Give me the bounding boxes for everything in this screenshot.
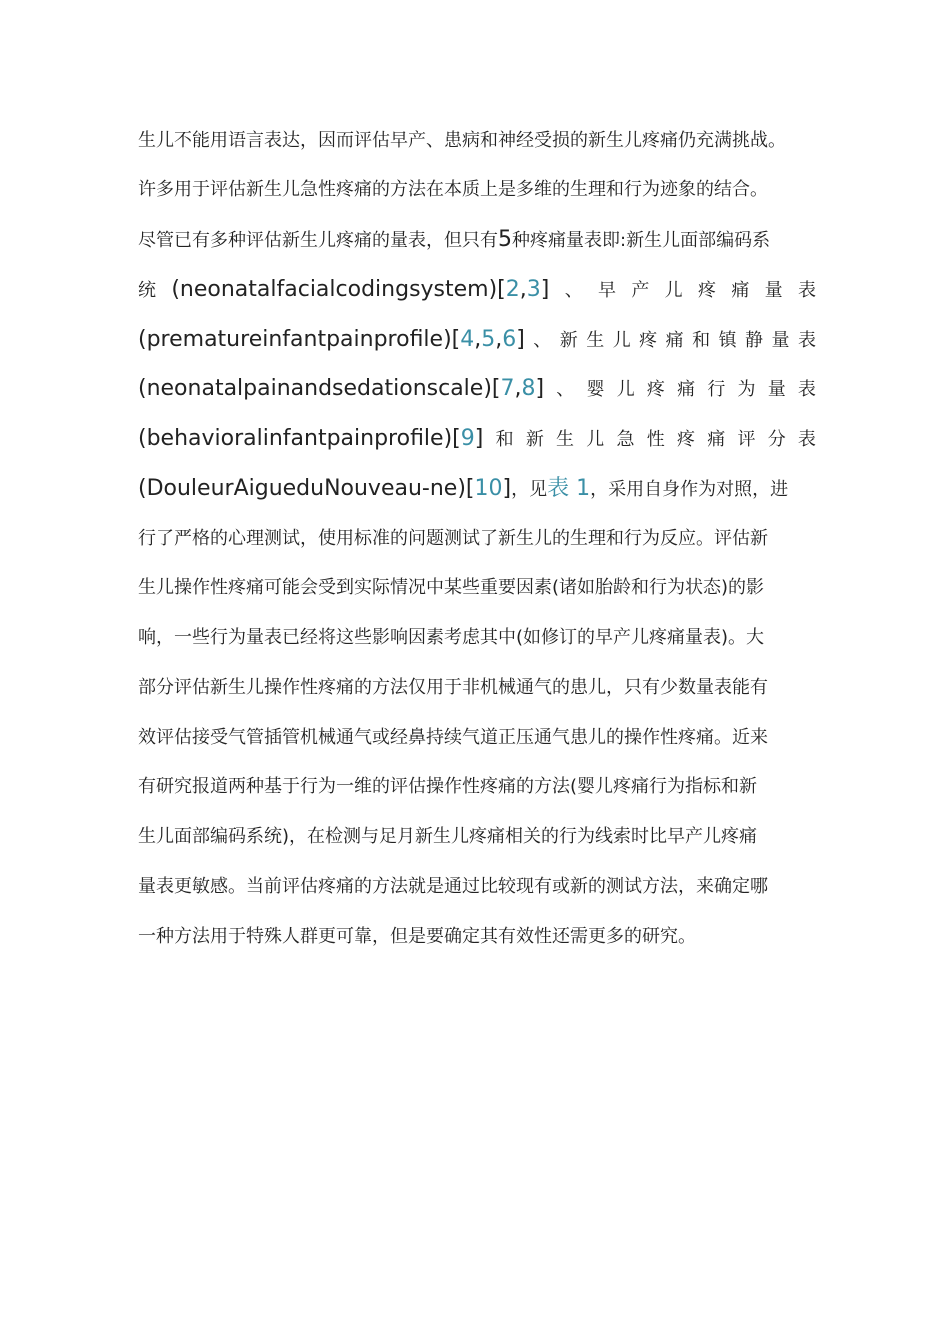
char: 疼	[646, 379, 665, 400]
text-line-17	[138, 917, 816, 957]
citation-link[interactable]: 10	[474, 476, 503, 501]
char: 儿	[664, 280, 683, 301]
char: 早	[598, 280, 617, 301]
char: 、	[564, 280, 583, 301]
char: 急	[616, 429, 635, 450]
char: 生	[586, 330, 605, 351]
text-line-12	[138, 668, 816, 708]
char: 量	[764, 280, 783, 301]
text-line-15	[138, 817, 816, 857]
char: 儿	[616, 379, 635, 400]
char: 评	[737, 429, 756, 450]
char: 儿	[612, 330, 631, 351]
text-line-10	[138, 568, 816, 608]
text-line-13	[138, 718, 816, 758]
char: 镇	[718, 330, 737, 351]
line-text: 生儿不能用语言表达，因而评估早产、患病和神经受损的新生儿疼痛仍充满挑战。	[138, 130, 786, 151]
line-text: 生儿操作性疼痛可能会受到实际情况中某些重要因素(诸如胎龄和行为状态)的影	[138, 577, 765, 598]
char: 婴	[586, 379, 605, 400]
char: 新	[525, 429, 544, 450]
citation-link[interactable]: 9	[460, 426, 475, 451]
char: 量	[767, 379, 786, 400]
char: 性	[646, 429, 665, 450]
line-text: 许多用于评估新生儿急性疼痛的方法在本质上是多维的生理和行为迹象的结合。	[138, 179, 768, 200]
citation-link[interactable]: 3	[526, 277, 541, 302]
citation-link[interactable]: 4	[460, 327, 475, 352]
text-line-16	[138, 867, 816, 907]
char: 为	[737, 379, 756, 400]
char: 分	[767, 429, 786, 450]
text-line-2	[138, 170, 816, 210]
char: 、	[556, 379, 575, 400]
text-line-3	[138, 220, 816, 260]
char: 疼	[639, 330, 658, 351]
text-line-9	[138, 519, 816, 559]
char: 痛	[731, 280, 750, 301]
line-text: 生儿面部编码系统)，在检测与足月新生儿疼痛相关的行为线索时比早产儿疼痛	[138, 826, 758, 847]
line-text: 响，一些行为量表已经将这些影响因素考虑其中(如修订的早产儿疼痛量表)。大	[138, 627, 765, 648]
line-text: 一种方法用于特殊人群更可靠，但是要确定其有效性还需更多的研究。	[138, 926, 696, 947]
char: 产	[631, 280, 650, 301]
char: 疼	[698, 280, 716, 301]
char: 量	[771, 330, 790, 351]
line-text: 统	[138, 280, 156, 301]
char: 疼	[676, 429, 695, 450]
line-text: 有研究报道两种基于行为一维的评估操作性疼痛的方法(婴儿疼痛行为指标和新	[138, 776, 758, 797]
char: 痛	[707, 429, 726, 450]
reference-group: (prematureinfantpainprofile)[4,5,6]	[138, 327, 525, 352]
char: 表	[797, 330, 816, 351]
line-text: 效评估接受气管插管机械通气或经鼻持续气道正压通气患儿的操作性疼痛。近来	[138, 727, 768, 748]
text-line-8	[138, 469, 816, 509]
line-text: 量表更敏感。当前评估疼痛的方法就是通过比较现有或新的测试方法，来确定哪	[138, 876, 768, 897]
char: 痛	[677, 379, 696, 400]
char: 静	[745, 330, 764, 351]
char: 表	[797, 429, 816, 450]
number-text: 5	[498, 227, 512, 252]
citation-link[interactable]: 8	[521, 376, 536, 401]
line-text: 种疼痛量表即:新生儿面部编码系	[512, 230, 771, 251]
text-line-7	[138, 419, 816, 459]
text-line-14	[138, 767, 816, 807]
line-text: 行了严格的心理测试，使用标准的问题测试了新生儿的生理和行为反应。评估新	[138, 528, 768, 549]
text-line-11	[138, 618, 816, 658]
citation-link[interactable]: 6	[502, 327, 517, 352]
char: 生	[556, 429, 575, 450]
reference-group: (behavioralinfantpainprofile)[9]	[138, 426, 484, 451]
citation-link[interactable]: 2	[505, 277, 520, 302]
char: 行	[707, 379, 726, 400]
line-text: 部分评估新生儿操作性疼痛的方法仅用于非机械通气的患儿，只有少数量表能有	[138, 677, 768, 698]
line-text: 尽管已有多种评估新生儿疼痛的量表，但只有	[138, 230, 498, 251]
char: 和	[495, 429, 514, 450]
char: 表	[797, 379, 816, 400]
citation-link[interactable]: 7	[500, 376, 515, 401]
table-reference-link[interactable]: 表 1	[547, 476, 591, 501]
char: 儿	[586, 429, 605, 450]
char: 痛	[665, 330, 684, 351]
reference-group: (neonatalpainandsedationscale)[7,8]	[138, 376, 545, 401]
line-content: (DouleurAigueduNouveau-ne)[10]，见表 1，采用自身作为对照，进	[138, 476, 789, 501]
reference-group: (neonatalfacialcodingsystem)[2,3]	[171, 277, 550, 302]
char: 新	[559, 330, 578, 351]
text-line-4	[138, 270, 816, 310]
char: 表	[797, 280, 816, 301]
text-line-1	[138, 121, 816, 161]
text-line-6	[138, 369, 816, 409]
char: 和	[692, 330, 711, 351]
text-line-5	[138, 320, 816, 360]
char: 、	[533, 330, 552, 351]
citation-link[interactable]: 5	[481, 327, 496, 352]
